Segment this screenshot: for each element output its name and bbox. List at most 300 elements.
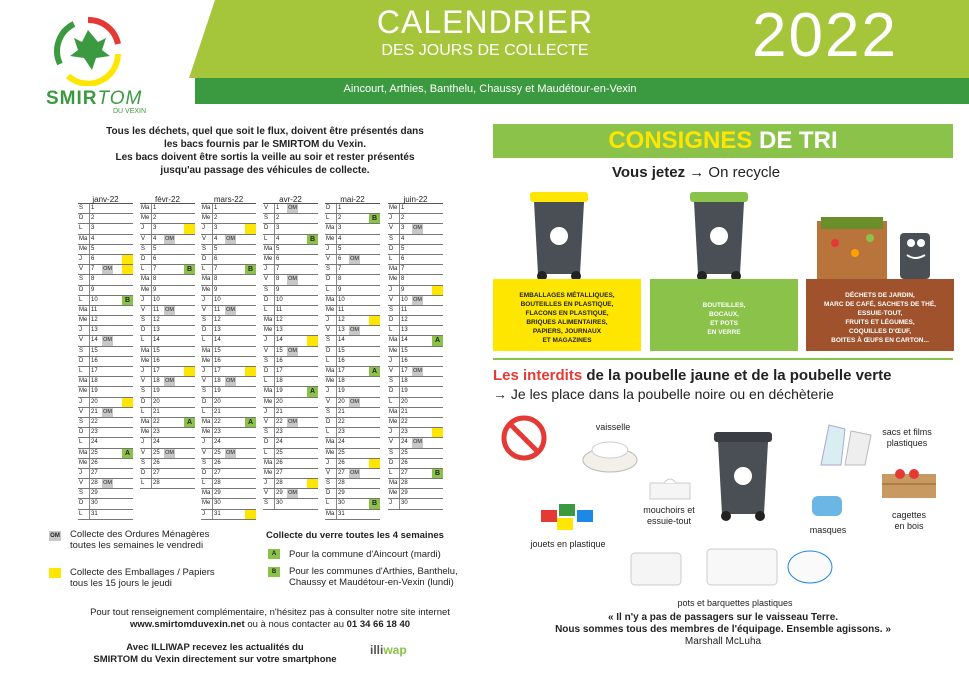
day-name: S	[263, 499, 275, 508]
om-marker: OM	[349, 255, 360, 264]
om-marker	[287, 316, 298, 325]
day-number: 19	[214, 388, 221, 395]
day-number: 4	[401, 235, 405, 242]
calendar-day-row	[388, 224, 443, 234]
om-marker	[102, 398, 113, 407]
day-number: 12	[153, 317, 160, 324]
day-name: L	[201, 336, 213, 345]
day-name: D	[325, 275, 337, 284]
day-name: V	[388, 367, 400, 376]
calendar-month	[325, 195, 380, 520]
intro-text: Tous les déchets, quel que soit le flux, doivent être présentés dans les bacs fournis par le SMIRTOM du Vexin. Les bacs doivent être sortis la veille au soir et rester présentés jusqu'au passage des véhicules de collecte.	[106, 126, 424, 176]
om-marker	[412, 347, 423, 356]
om-marker	[225, 499, 236, 508]
day-name: Ma	[201, 347, 213, 356]
calendar-day-row	[201, 326, 256, 336]
calendar-day-row	[78, 275, 133, 285]
calendar-day-row	[140, 377, 195, 387]
calendar-day-row	[201, 296, 256, 306]
day-name: J	[140, 367, 152, 376]
day-number: 7	[338, 266, 342, 273]
calendar-day-row	[78, 408, 133, 418]
collection-marker	[184, 316, 195, 325]
toys-icon	[537, 496, 599, 536]
day-number: 16	[276, 357, 283, 364]
day-number: 1	[214, 205, 218, 211]
om-marker	[412, 377, 423, 386]
day-number: 6	[153, 255, 157, 262]
day-number: 1	[338, 205, 342, 211]
om-marker	[412, 275, 423, 284]
collection-marker	[122, 357, 133, 366]
day-number: 27	[153, 469, 160, 476]
day-number: 17	[153, 368, 160, 374]
calendar-day-row	[263, 459, 318, 469]
calendar-day-row	[140, 387, 195, 397]
collection-marker	[245, 499, 256, 508]
forbidden-icon	[500, 412, 548, 464]
day-number: 29	[401, 490, 408, 497]
day-name: Me	[325, 235, 337, 244]
day-number: 20	[214, 398, 221, 405]
calendar-day-row	[388, 438, 443, 448]
calendar-day-row	[263, 479, 318, 489]
collection-marker	[432, 275, 443, 284]
day-number: 24	[401, 439, 408, 446]
day-number: 2	[214, 215, 218, 222]
black-bin-icon	[712, 430, 774, 522]
day-number: 18	[276, 378, 283, 385]
calendar-day-row	[78, 214, 133, 224]
collection-marker	[184, 469, 195, 478]
calendar-day-row	[140, 408, 195, 418]
om-marker	[102, 235, 113, 244]
om-marker	[102, 255, 113, 264]
calendar-day-row	[201, 275, 256, 285]
collection-marker	[369, 418, 380, 427]
om-marker	[349, 204, 360, 213]
om-marker	[287, 479, 298, 488]
day-number: 28	[91, 480, 98, 487]
day-number: 25	[276, 449, 283, 456]
day-number: 7	[276, 266, 280, 273]
om-marker	[412, 235, 423, 244]
om-marker: OM	[225, 235, 236, 244]
collection-marker	[184, 224, 195, 233]
day-number: 17	[91, 368, 98, 374]
om-marker	[164, 387, 175, 396]
calendar-day-row	[325, 367, 380, 377]
plastic-bags-icon	[815, 415, 877, 467]
day-number: 18	[401, 378, 408, 385]
collection-marker	[432, 245, 443, 254]
day-name: Me	[325, 306, 337, 315]
day-number: 21	[401, 408, 408, 415]
collection-marker	[307, 449, 318, 458]
om-marker	[164, 245, 175, 254]
day-name: Ma	[201, 489, 213, 498]
day-name: L	[325, 357, 337, 366]
om-marker	[349, 275, 360, 284]
day-name: L	[263, 235, 275, 244]
om-marker	[412, 428, 423, 437]
yellow-bin-icon	[528, 190, 590, 282]
calendar-day-row	[201, 510, 256, 520]
om-marker: OM	[102, 336, 113, 345]
day-name: Ma	[201, 275, 213, 284]
collection-marker	[369, 438, 380, 447]
collection-marker	[184, 286, 195, 295]
day-name: S	[140, 245, 152, 254]
day-number: 3	[91, 225, 95, 232]
om-marker: OM	[164, 377, 175, 386]
om-marker	[225, 326, 236, 335]
calendar-day-row	[325, 398, 380, 408]
collection-marker	[432, 306, 443, 315]
om-marker	[287, 245, 298, 254]
calendar-day-row	[388, 347, 443, 357]
collection-marker	[369, 347, 380, 356]
day-number: 27	[338, 469, 345, 476]
calendar-day-row	[263, 265, 318, 275]
tissues-icon	[648, 475, 692, 501]
collection-marker	[245, 347, 256, 356]
day-number: 1	[91, 205, 95, 211]
om-marker	[164, 347, 175, 356]
om-marker	[164, 224, 175, 233]
calendar-day-row	[263, 326, 318, 336]
collection-marker	[184, 204, 195, 213]
day-name: Ma	[78, 235, 90, 244]
calendar-day-row	[140, 265, 195, 275]
collection-marker	[307, 204, 318, 213]
interdits-title: Les interdits de la poubelle jaune et de la poubelle verte	[493, 367, 892, 384]
collection-marker	[122, 510, 133, 519]
calendar-day-row	[263, 316, 318, 326]
om-marker	[349, 296, 360, 305]
om-marker: OM	[164, 449, 175, 458]
calendar-day-row	[78, 489, 133, 499]
website-link[interactable]: www.smirtomduvexin.net	[129, 619, 245, 630]
collection-marker	[184, 255, 195, 264]
collection-marker	[245, 224, 256, 233]
day-number: 12	[401, 317, 408, 324]
collection-marker: A	[184, 418, 195, 427]
om-marker	[349, 428, 360, 437]
day-number: 7	[214, 266, 218, 273]
day-name: Ma	[325, 224, 337, 233]
calendar-day-row	[78, 428, 133, 438]
calendar-day-row	[325, 204, 380, 214]
day-name: D	[201, 469, 213, 478]
day-name: Me	[140, 357, 152, 366]
calendar-day-row	[325, 387, 380, 397]
day-name: J	[388, 499, 400, 508]
calendar-day-row	[201, 265, 256, 275]
day-name: V	[140, 235, 152, 244]
collection-marker	[369, 398, 380, 407]
collection-marker	[122, 347, 133, 356]
collection-marker	[184, 306, 195, 315]
day-name: S	[201, 316, 213, 325]
day-name: L	[201, 479, 213, 488]
calendar-day-row	[325, 449, 380, 459]
calendar-day-row	[78, 418, 133, 428]
day-name: V	[201, 306, 213, 315]
calendar-day-row	[388, 214, 443, 224]
calendar-day-row	[325, 235, 380, 245]
day-name: Me	[388, 204, 400, 213]
divider	[493, 358, 953, 360]
day-number: 11	[338, 306, 345, 313]
day-number: 7	[153, 266, 157, 273]
day-name: L	[78, 224, 90, 233]
calendar-day-row	[325, 326, 380, 336]
collection-marker	[245, 235, 256, 244]
collection-marker	[122, 469, 133, 478]
calendar-day-row	[263, 418, 318, 428]
collection-marker	[307, 377, 318, 386]
legend-a: Pour la commune d'Aincourt (mardi)	[289, 549, 441, 560]
collection-marker	[122, 428, 133, 437]
day-number: 30	[91, 500, 98, 507]
day-name: J	[78, 469, 90, 478]
collection-marker	[369, 510, 380, 519]
day-name: S	[325, 479, 337, 488]
om-marker	[225, 418, 236, 427]
calendar-day-row	[388, 306, 443, 316]
day-number: 3	[276, 225, 280, 232]
calendar-day-row	[263, 489, 318, 499]
calendar-day-row	[263, 398, 318, 408]
crates-icon	[880, 466, 938, 502]
day-name: V	[263, 204, 275, 213]
collection-marker	[432, 296, 443, 305]
om-marker: OM	[287, 418, 298, 427]
collection-marker	[245, 275, 256, 284]
collection-marker	[245, 449, 256, 458]
calendar-day-row	[325, 275, 380, 285]
om-marker	[102, 499, 113, 508]
calendar-day-row	[140, 336, 195, 346]
day-name: S	[78, 489, 90, 498]
day-number: 24	[214, 439, 221, 446]
calendar-day-row	[140, 469, 195, 479]
om-marker	[287, 469, 298, 478]
day-number: 30	[276, 500, 283, 507]
om-marker	[102, 469, 113, 478]
day-number: 14	[276, 337, 283, 344]
collection-marker	[307, 469, 318, 478]
day-name: J	[140, 224, 152, 233]
day-number: 26	[338, 459, 345, 466]
calendar-day-row	[78, 387, 133, 397]
day-name: D	[78, 428, 90, 437]
collection-marker	[245, 316, 256, 325]
calendar-day-row	[140, 428, 195, 438]
calendar-day-row	[140, 418, 195, 428]
om-marker	[164, 204, 175, 213]
day-name: S	[325, 408, 337, 417]
om-marker: OM	[287, 489, 298, 498]
footer-info: Pour tout renseignement complémentaire, n'hésitez pas à consulter notre site internet www.smirtomduvexin.net ou à nous contacter au 01 34 66 18 40	[90, 607, 450, 630]
calendar-day-row	[325, 245, 380, 255]
collection-marker	[245, 306, 256, 315]
calendar-day-row	[388, 286, 443, 296]
collection-marker	[122, 224, 133, 233]
day-number: 17	[276, 368, 283, 374]
day-name: D	[140, 326, 152, 335]
collection-marker: B	[245, 265, 256, 274]
om-marker	[412, 479, 423, 488]
om-marker	[164, 255, 175, 264]
day-name: D	[78, 357, 90, 366]
day-name: D	[78, 214, 90, 223]
calendar-day-row	[325, 296, 380, 306]
collection-marker	[369, 377, 380, 386]
label-mouchoirs: mouchoirs et essuie-tout	[643, 505, 695, 526]
day-name: J	[201, 438, 213, 447]
recycle-logo-icon	[48, 14, 128, 86]
day-number: 16	[401, 357, 408, 364]
day-number: 9	[276, 286, 280, 293]
calendar-day-row	[201, 367, 256, 377]
collection-marker	[122, 316, 133, 325]
collection-marker	[432, 224, 443, 233]
day-number: 28	[276, 480, 283, 487]
day-number: 21	[153, 408, 160, 415]
legend-b: Pour les communes d'Arthies, Banthelu, Chaussy et Maudétour-en-Vexin (lundi)	[289, 566, 458, 588]
day-number: 12	[276, 317, 283, 324]
om-marker	[287, 357, 298, 366]
om-marker	[225, 214, 236, 223]
day-name: Me	[201, 428, 213, 437]
day-name: J	[325, 316, 337, 325]
om-marker	[102, 224, 113, 233]
day-name: L	[325, 286, 337, 295]
day-number: 19	[401, 388, 408, 395]
day-name: L	[78, 367, 90, 376]
day-number: 7	[401, 266, 405, 273]
calendar-day-row	[78, 499, 133, 509]
calendar-day-row	[388, 489, 443, 499]
day-number: 25	[214, 449, 221, 456]
calendar-day-row	[201, 489, 256, 499]
collection-marker	[307, 418, 318, 427]
collection-marker	[122, 418, 133, 427]
day-number: 13	[153, 327, 160, 334]
day-number: 4	[91, 235, 95, 242]
day-name: D	[388, 459, 400, 468]
day-name: L	[140, 265, 152, 274]
day-name: Me	[201, 214, 213, 223]
om-marker	[287, 224, 298, 233]
day-number: 20	[338, 398, 345, 405]
collection-marker	[122, 408, 133, 417]
collection-marker	[122, 265, 133, 274]
footer-illiwap: Avec ILLIWAP recevez les actualités du SMIRTOM du Vexin directement sur votre smartphone	[93, 642, 337, 665]
om-marker	[164, 275, 175, 284]
calendar-day-row	[388, 428, 443, 438]
day-number: 27	[91, 469, 98, 476]
calendar-day-row	[325, 428, 380, 438]
day-name: J	[263, 265, 275, 274]
calendar-day-row	[78, 306, 133, 316]
calendar-day-row	[325, 499, 380, 509]
om-marker	[412, 245, 423, 254]
om-marker: OM	[412, 224, 423, 233]
day-name: Ma	[140, 275, 152, 284]
day-name: Me	[388, 489, 400, 498]
calendar-day-row	[388, 326, 443, 336]
plastic-pots-icon	[625, 545, 835, 590]
day-name: Ma	[325, 510, 337, 519]
om-marker	[412, 469, 423, 478]
day-number: 16	[214, 357, 221, 364]
day-number: 19	[338, 388, 345, 395]
day-name: J	[78, 398, 90, 407]
calendar-day-row	[140, 479, 195, 489]
day-number: 9	[401, 286, 405, 293]
om-marker	[349, 489, 360, 498]
day-number: 21	[214, 408, 221, 415]
collection-marker	[184, 357, 195, 366]
day-number: 16	[338, 357, 345, 364]
day-number: 20	[401, 398, 408, 405]
collection-marker	[122, 367, 133, 376]
calendar-day-row	[78, 438, 133, 448]
collection-marker	[184, 479, 195, 488]
collection-marker	[184, 235, 195, 244]
calendar-day-row	[140, 347, 195, 357]
om-marker	[412, 408, 423, 417]
calendar-day-row	[140, 367, 195, 377]
collection-marker	[245, 479, 256, 488]
collection-marker	[369, 286, 380, 295]
day-name: D	[325, 418, 337, 427]
day-name: L	[140, 408, 152, 417]
day-number: 23	[153, 429, 160, 436]
day-name: L	[325, 428, 337, 437]
day-number: 13	[276, 327, 283, 334]
calendar-day-row	[78, 469, 133, 479]
day-number: 14	[91, 337, 98, 344]
day-number: 3	[401, 225, 405, 232]
day-number: 9	[153, 286, 157, 293]
calendar-day-row	[140, 449, 195, 459]
day-name: V	[325, 255, 337, 264]
day-number: 10	[338, 296, 345, 303]
day-number: 27	[214, 469, 221, 476]
day-name: Ma	[388, 479, 400, 488]
vous-jetez: Vous jetez → On recycle	[612, 164, 781, 181]
collection-marker	[184, 367, 195, 376]
day-name: Ma	[140, 204, 152, 213]
day-name: Me	[325, 449, 337, 458]
om-marker	[164, 296, 175, 305]
collection-marker	[369, 224, 380, 233]
calendar-day-row	[78, 449, 133, 459]
day-number: 6	[214, 255, 218, 262]
day-name: J	[325, 387, 337, 396]
day-name: D	[263, 367, 275, 376]
om-marker	[349, 235, 360, 244]
day-name: Me	[78, 387, 90, 396]
day-number: 10	[91, 296, 98, 303]
om-marker	[287, 326, 298, 335]
om-marker	[102, 286, 113, 295]
day-number: 21	[276, 408, 283, 415]
